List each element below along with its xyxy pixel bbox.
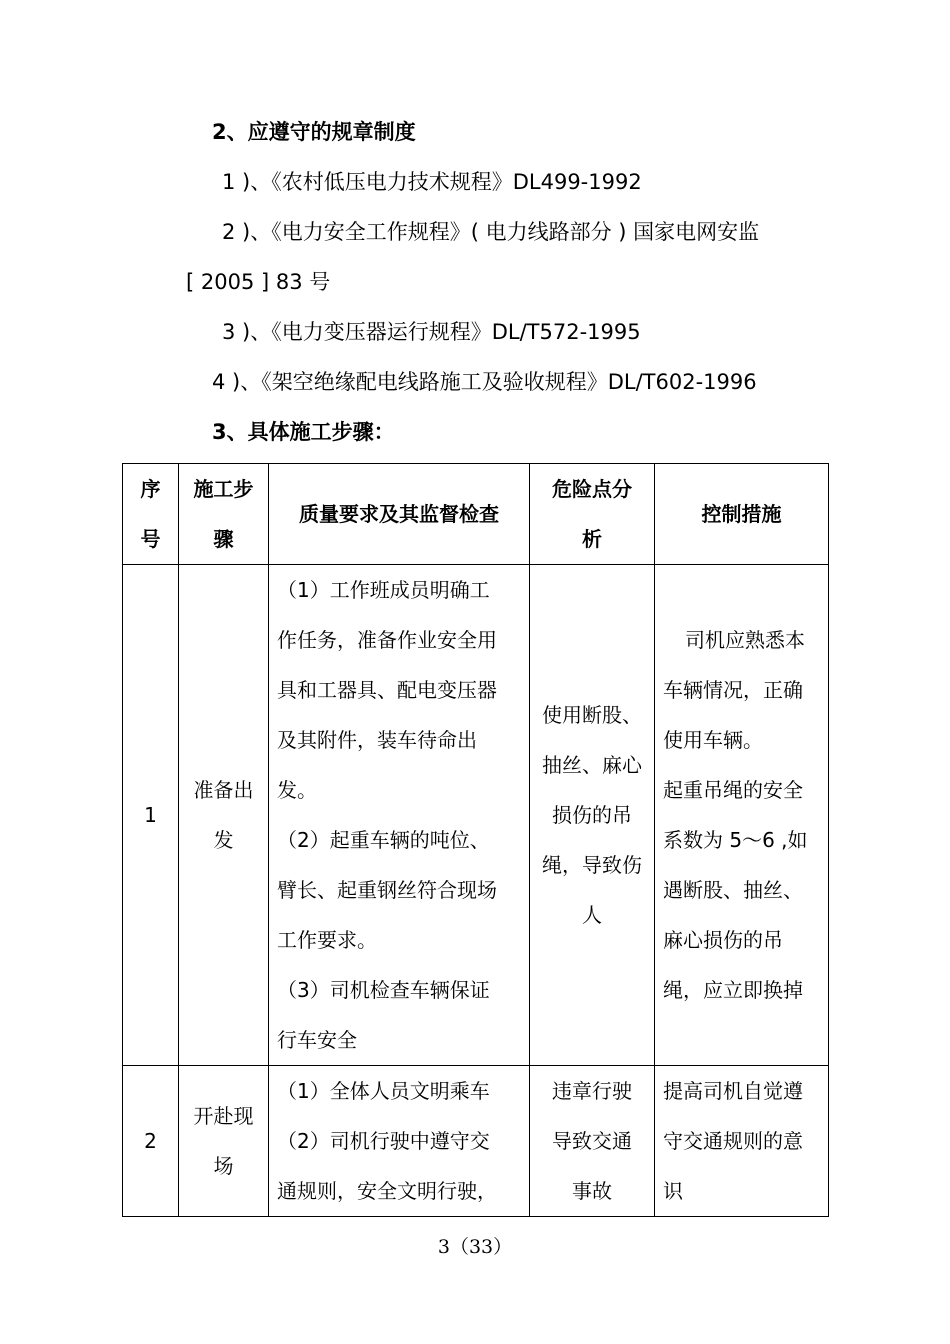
row2-quality-line: 通规则，安全文明行驶， bbox=[277, 1179, 497, 1203]
table-header-row bbox=[123, 464, 829, 565]
row2-quality bbox=[269, 1066, 530, 1217]
header-risk-line2: 析 bbox=[582, 527, 602, 551]
row1-step-line1: 准备出 bbox=[193, 778, 254, 802]
row1-risk bbox=[530, 565, 655, 1066]
row2-quality-line: （2）司机行驶中遵守交 bbox=[277, 1129, 490, 1153]
row2-control-line: 提高司机自觉遵 bbox=[663, 1079, 803, 1103]
header-quality: 质量要求及其监督检查 bbox=[269, 464, 530, 565]
row1-control-line: 起重吊绳的安全 bbox=[663, 778, 803, 802]
regulation-2-line2: [ 2005 ] 83 号 bbox=[186, 270, 331, 294]
row1-risk-line: 抽丝、麻心 bbox=[542, 753, 642, 777]
row2-seq: 2 bbox=[123, 1066, 179, 1217]
row2-step bbox=[179, 1066, 269, 1217]
row2-risk bbox=[530, 1066, 655, 1217]
row1-control-line: 使用车辆。 bbox=[663, 728, 763, 752]
table-row bbox=[123, 1066, 829, 1217]
section-heading-2: 2、应遵守的规章制度 bbox=[212, 120, 416, 144]
row1-quality-line: 及其附件，装车待命出 bbox=[277, 728, 477, 752]
row2-control-line: 识 bbox=[663, 1179, 683, 1203]
header-risk-line1: 危险点分 bbox=[552, 477, 632, 501]
section-heading-3: 3、具体施工步骤： bbox=[212, 420, 395, 444]
row2-control bbox=[655, 1066, 829, 1217]
header-step bbox=[179, 464, 269, 565]
row1-quality-line: 臂长、起重钢丝符合现场 bbox=[277, 878, 497, 902]
row1-quality-line: 作任务，准备作业安全用 bbox=[277, 628, 497, 652]
header-seq bbox=[123, 464, 179, 565]
row1-quality-line: 发。 bbox=[277, 778, 317, 802]
regulation-4: 4 )、《架空绝缘配电线路施工及验收规程》DL/T602-1996 bbox=[212, 370, 757, 394]
row2-control-line: 守交通规则的意 bbox=[663, 1129, 803, 1153]
row1-step-line2: 发 bbox=[213, 828, 234, 852]
row1-quality bbox=[269, 565, 530, 1066]
row1-risk-line: 损伤的吊 bbox=[552, 803, 632, 827]
row1-quality-line: （3）司机检查车辆保证 bbox=[277, 978, 490, 1002]
table-row bbox=[123, 565, 829, 1066]
row2-quality-line: （1）全体人员文明乘车 bbox=[277, 1079, 490, 1103]
row1-control-line: 系数为 5～6 ,如 bbox=[663, 828, 808, 852]
row1-seq: 1 bbox=[123, 565, 179, 1066]
header-risk bbox=[530, 464, 655, 565]
row1-quality-line: 工作要求。 bbox=[277, 928, 377, 952]
row2-risk-line: 导致交通 bbox=[552, 1129, 632, 1153]
regulation-2-line1: 2 )、《电力安全工作规程》( 电力线路部分 ) 国家电网安监 bbox=[222, 220, 760, 244]
row2-risk-line: 事故 bbox=[572, 1179, 612, 1203]
row2-risk-line: 违章行驶 bbox=[552, 1079, 632, 1103]
row2-step-line2: 场 bbox=[213, 1154, 234, 1178]
row1-quality-line: 具和工器具、配电变压器 bbox=[277, 678, 497, 702]
row1-risk-line: 使用断股、 bbox=[542, 703, 642, 727]
row1-risk-line: 人 bbox=[582, 903, 602, 927]
row1-control-line: 车辆情况，正确 bbox=[663, 678, 803, 702]
header-step-line2: 骤 bbox=[213, 527, 234, 551]
row1-control-line: 麻心损伤的吊 bbox=[663, 928, 783, 952]
regulation-1: 1 )、《农村低压电力技术规程》DL499-1992 bbox=[222, 170, 642, 194]
row1-control-line: 遇断股、抽丝、 bbox=[663, 878, 803, 902]
row1-risk-line: 绳，导致伤 bbox=[542, 853, 642, 877]
row1-control-line: 绳，应立即换掉 bbox=[663, 978, 803, 1002]
header-seq-line1: 序 bbox=[140, 477, 161, 501]
row1-quality-line: （1）工作班成员明确工 bbox=[277, 578, 490, 602]
row1-control-line: 司机应熟悉本 bbox=[685, 628, 805, 652]
regulation-3: 3 )、《电力变压器运行规程》DL/T572-1995 bbox=[222, 320, 641, 344]
header-seq-line2: 号 bbox=[140, 527, 161, 551]
construction-steps-table bbox=[122, 463, 829, 1217]
row1-control bbox=[655, 565, 829, 1066]
row1-quality-line: 行车安全 bbox=[277, 1028, 357, 1052]
header-control: 控制措施 bbox=[655, 464, 829, 565]
row1-step bbox=[179, 565, 269, 1066]
row2-step-line1: 开赴现 bbox=[193, 1104, 254, 1128]
row1-quality-line: （2）起重车辆的吨位、 bbox=[277, 828, 490, 852]
page-number: 3（33） bbox=[437, 1236, 513, 1258]
header-step-line1: 施工步 bbox=[193, 477, 254, 501]
